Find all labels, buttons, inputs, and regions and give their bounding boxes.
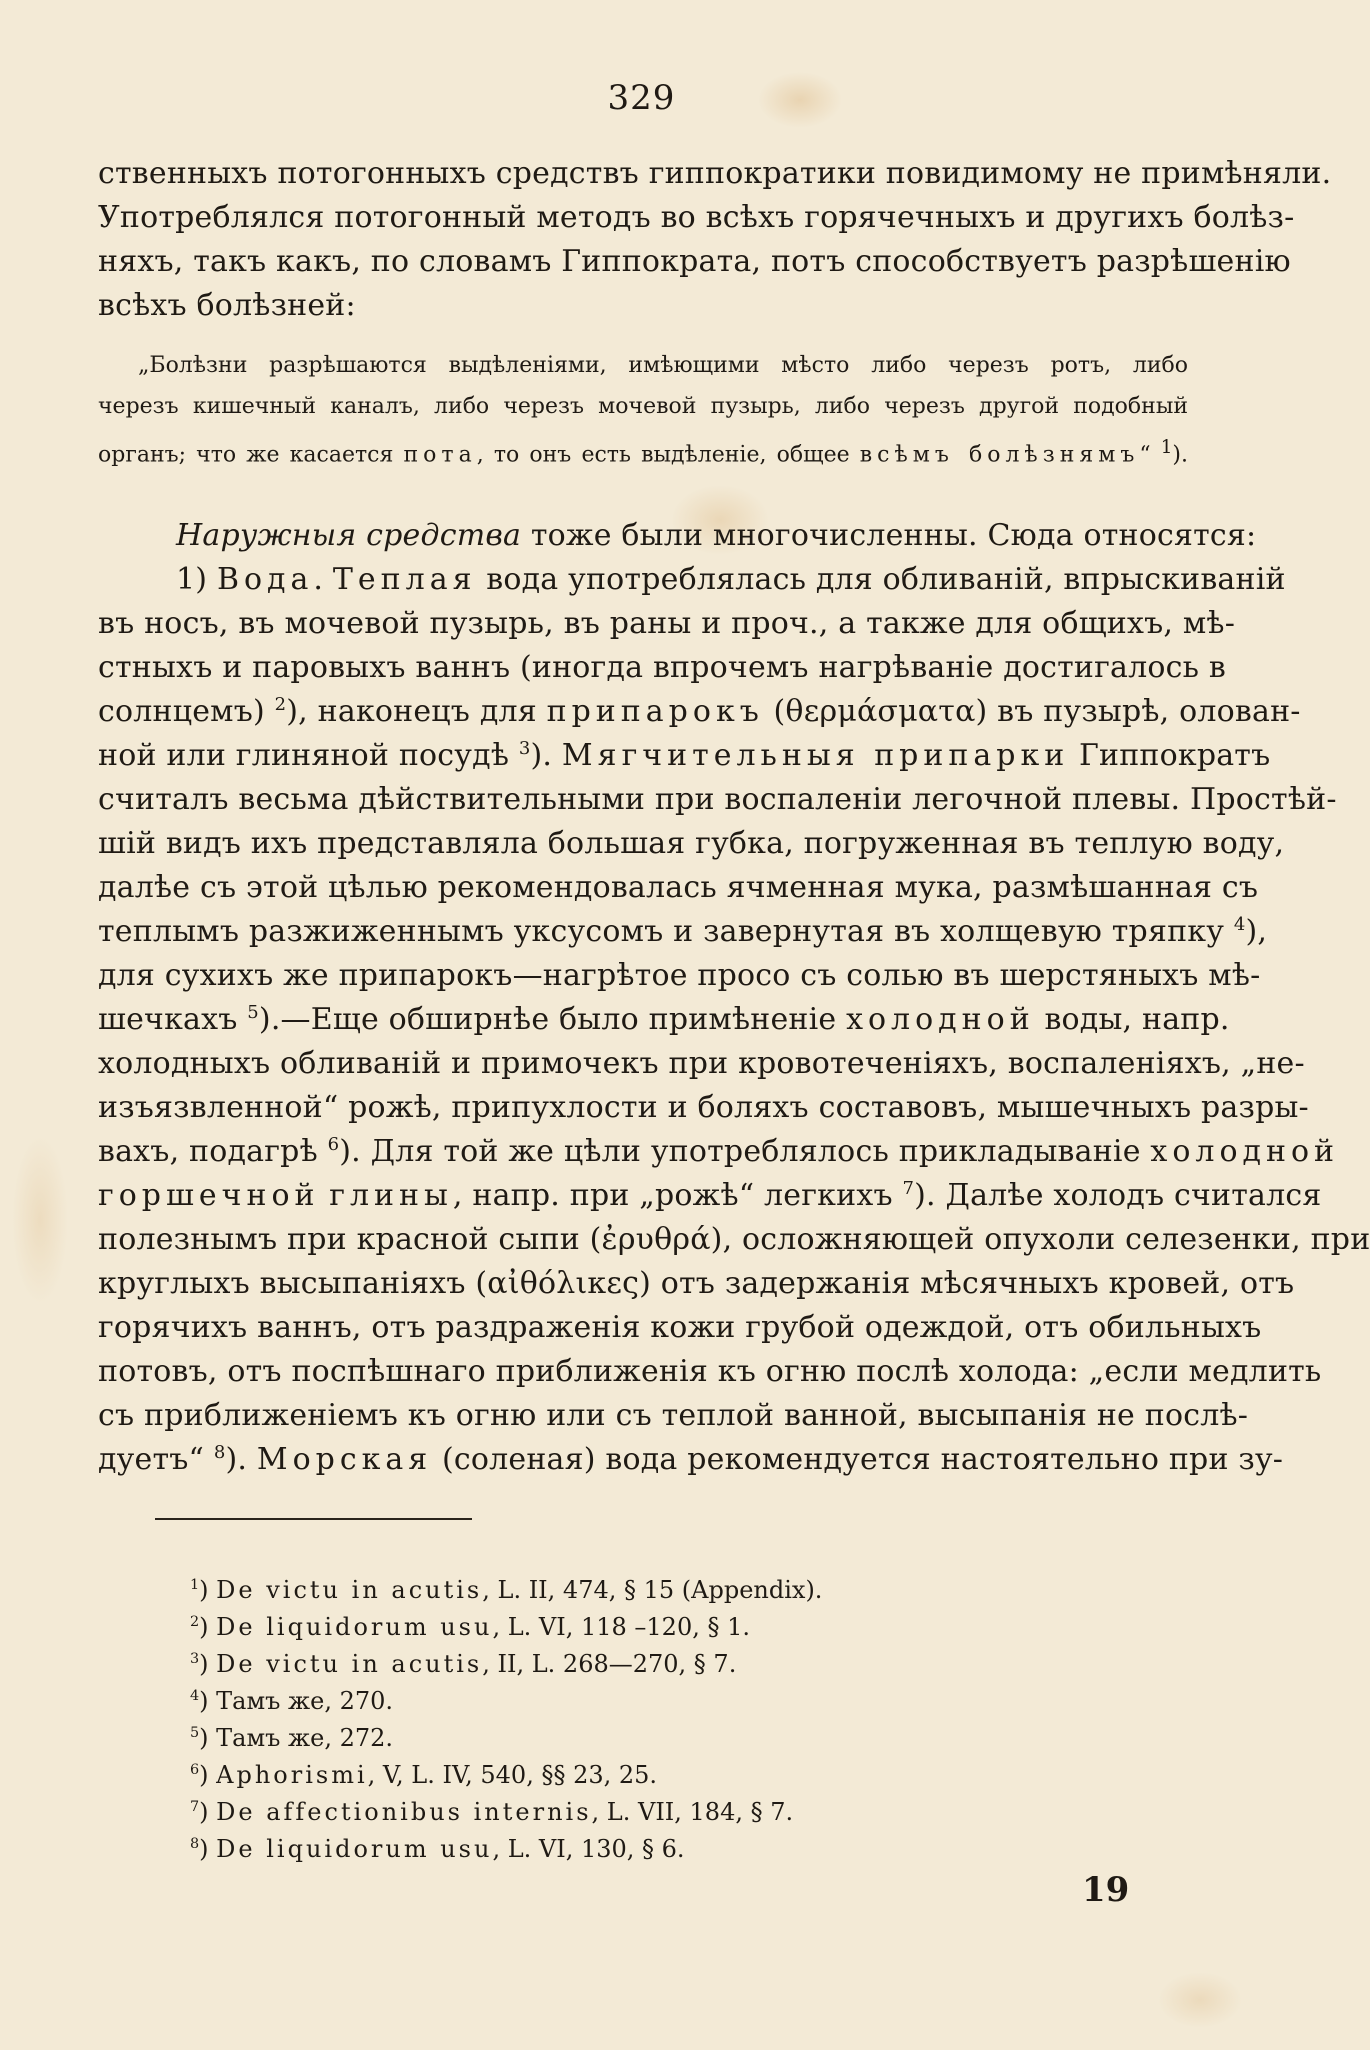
footnote: $^8$) De liquidorum usu, L. VI, 130, § 6.	[190, 1835, 685, 1863]
text-line: ственныхъ потогонныхъ средствъ гиппократики повидимому не примѣняли.	[98, 156, 1332, 191]
footnote-ref: 1	[1160, 437, 1173, 458]
text-line: вахъ, подагрѣ $^6$). Для той же цѣли употреблялось прикладываніе холодной	[98, 1134, 1340, 1169]
text-line: круглыхъ высыпаніяхъ (αἰθόλικες) отъ задержанія мѣсячныхъ кровей, отъ	[98, 1266, 1295, 1301]
footnote: $^3$) De victu in acutis, II, L. 268—270, § 7.	[190, 1650, 737, 1678]
text-line: холодныхъ обливаній и примочекъ при кровотеченіяхъ, воспаленіяхъ, „не-	[98, 1046, 1305, 1081]
footnote: $^7$) De affectionibus internis, L. VII, 184, § 7.	[190, 1798, 794, 1826]
main-paragraph	[98, 514, 1370, 1482]
footnote: $^2$) De liquidorum usu, L. VI, 118 –120, § 1.	[190, 1613, 750, 1641]
footnote-ref: 8	[213, 1442, 226, 1463]
quote-line: черезъ кишечный каналъ, либо черезъ мочевой пузырь, либо черезъ другой подобный	[98, 394, 1188, 419]
quote-line: органъ; что же касается пота, то онъ есть выдѣленіе, общее всѣмъ болѣзнямъ“ $^1$).	[98, 437, 1188, 468]
footnote: $^1$) De victu in acutis, L. II, 474, § 15 (Appendix).	[190, 1576, 823, 1604]
text-line: шій видъ ихъ представляла большая губка, погруженная въ теплую воду,	[98, 826, 1285, 861]
footnote-divider	[155, 1518, 472, 1520]
text-line: съ приближеніемъ къ огню или съ теплой ванной, высыпанія не послѣ-	[98, 1398, 1249, 1433]
text-line: солнцемъ) $^2$), наконецъ для припарокъ (θερμάσματα) въ пузырѣ, олован-	[98, 694, 1301, 729]
text-line: горшечной глины, напр. при „рожѣ“ легкихъ $^7$). Далѣе холодъ считался	[98, 1178, 1322, 1213]
footnote: $^6$) Aphorismi, V, L. IV, 540, §§ 23, 25.	[190, 1761, 658, 1789]
footnote-ref: 5	[247, 1002, 259, 1023]
text-line: для сухихъ же припарокъ—нагрѣтое просо съ солью въ шерстяныхъ мѣ-	[98, 958, 1261, 993]
text-line: няхъ, такъ какъ, по словамъ Гиппократа, потъ способствуетъ разрѣшенію	[98, 244, 1291, 279]
text-line: ной или глиняной посудѣ $^3$). Мягчительныя припарки Гиппократъ	[98, 738, 1271, 773]
page-number: 329	[607, 78, 676, 118]
text-line: далѣе съ этой цѣлью рекомендовалась ячменная мука, размѣшанная съ	[98, 870, 1259, 905]
footnote-ref: 4	[1233, 914, 1246, 935]
text-line: стныхъ и паровыхъ ваннъ (иногда впрочемъ нагрѣваніе достигалось в	[98, 650, 1227, 685]
quote-line: „Болѣзни разрѣшаются выдѣленіями, имѣющими мѣсто либо черезъ ротъ, либо	[138, 353, 1188, 378]
text-line: потовъ, отъ поспѣшнаго приближенія къ огню послѣ холода: „если медлить	[98, 1354, 1322, 1389]
footnote-ref: 6	[327, 1134, 340, 1155]
text-line: 1) Вода. Теплая вода употреблялась для обливаній, впрыскиваній	[176, 562, 1286, 597]
footnote-ref: 2	[274, 694, 287, 715]
footnote: $^4$) Тамъ же, 270.	[190, 1687, 394, 1715]
text-line: дуетъ“ $^8$). Морская (соленая) вода рекомендуется настоятельно при зу-	[98, 1442, 1284, 1477]
text-line: теплымъ разжиженнымъ уксусомъ и завернутая въ холщевую тряпку $^4$),	[98, 914, 1268, 949]
text-line: Употреблялся потогонный методъ во всѣхъ горячечныхъ и другихъ болѣз-	[98, 200, 1295, 235]
text-line: полезнымъ при красной сыпи (ἐρυθρά), осложняющей опухоли селезенки, при	[98, 1222, 1370, 1257]
footnote-ref: 7	[902, 1178, 915, 1199]
hippocrates-quote	[98, 345, 1188, 475]
text-line: шечкахъ $^5$).—Еще обширнѣе было примѣненіе холодной воды, напр.	[98, 1002, 1230, 1037]
text-line: въ носъ, въ мочевой пузырь, въ раны и проч., а также для общихъ, мѣ-	[98, 606, 1236, 641]
footnote-ref: 3	[518, 738, 531, 759]
footnotes	[190, 1572, 822, 1868]
text-line: считалъ весьма дѣйствительными при воспаленіи легочной плевы. Простѣй-	[98, 782, 1337, 817]
text-line: горячихъ ваннъ, отъ раздраженія кожи грубой одеждой, отъ обильныхъ	[98, 1310, 1262, 1345]
signature-mark: 19	[1082, 1870, 1130, 1910]
top-paragraph	[98, 152, 1332, 328]
text-line: всѣхъ болѣзней:	[98, 288, 356, 323]
section-heading-line: Наружныя средства тоже были многочисленны. Сюда относятся:	[176, 518, 1257, 553]
footnote: $^5$) Тамъ же, 272.	[190, 1724, 394, 1752]
section-heading: Наружныя средства	[176, 518, 522, 553]
text-line: изъязвленной“ рожѣ, припухлости и боляхъ составовъ, мышечныхъ разры-	[98, 1090, 1309, 1125]
